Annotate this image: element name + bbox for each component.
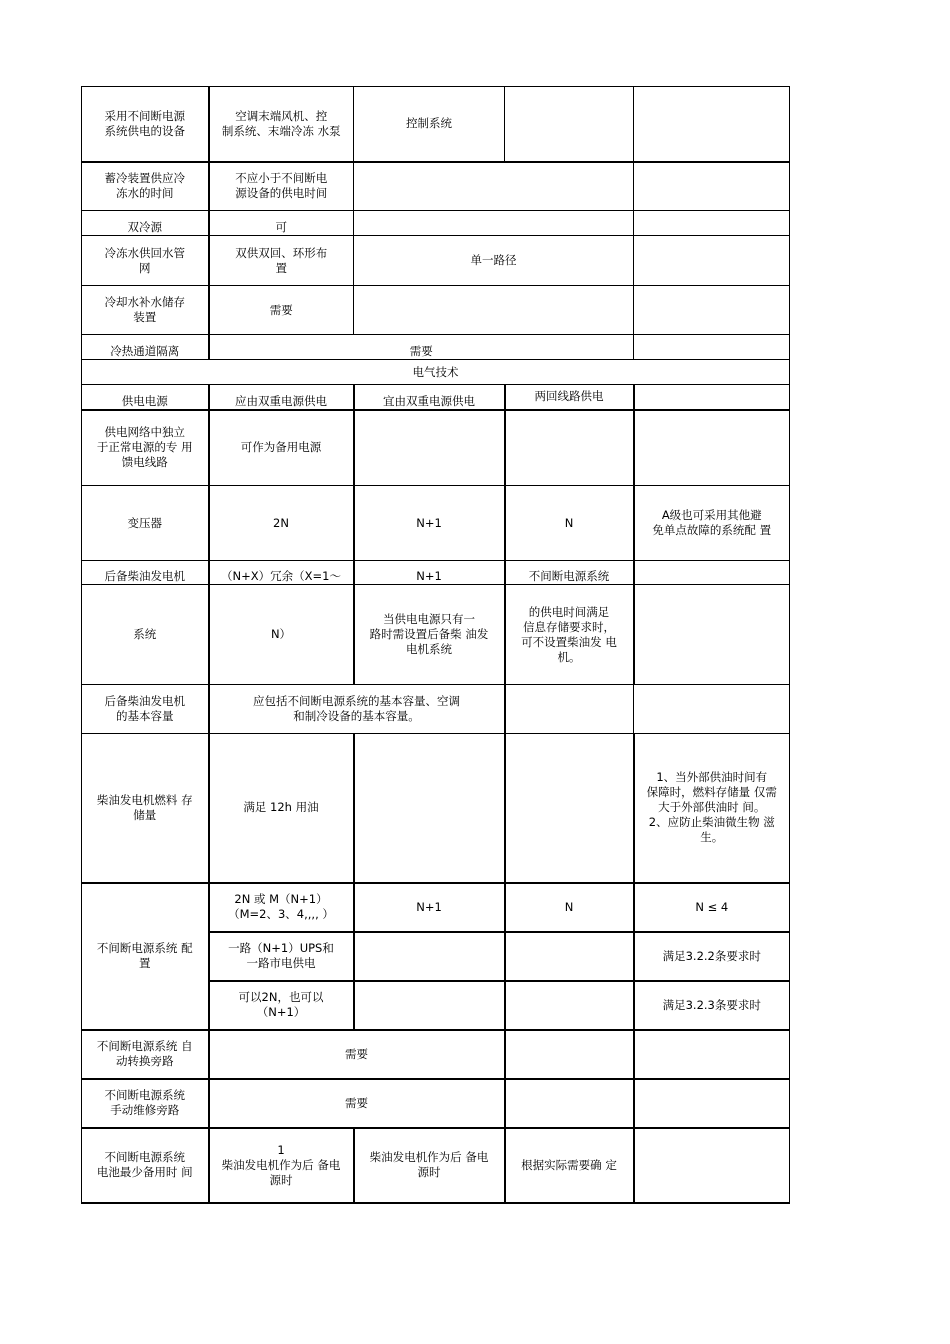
cell-level-a: 不应小于不间断电 源设备的供电时间: [209, 162, 354, 211]
table-row: [82, 335, 790, 360]
cell-level-a: 需要: [209, 286, 354, 335]
table-row: [82, 385, 790, 410]
cell-level-b: 控制系统: [354, 87, 505, 162]
table-row: [82, 585, 790, 685]
cell-remark: [634, 211, 790, 236]
cell-level-b: [354, 410, 505, 486]
cell-level-c: 不间断电源系统: [505, 561, 634, 585]
row-label: 冷冻水供回水管 网: [82, 236, 209, 286]
row-label: 不间断电源系统 电池最少备用时 间: [82, 1128, 209, 1203]
cell-level-c: N: [505, 486, 634, 561]
spec-table: [81, 86, 790, 1204]
cell-level-c: [505, 410, 634, 486]
cell-level-a: 2N 或 M（N+1） （M=2、3、4,,,, ）: [209, 883, 354, 932]
cell-remark: [634, 236, 790, 286]
cell-level-b-c: [354, 211, 634, 236]
cell-level-a-b: 需要: [209, 1030, 505, 1079]
row-label: 不间断电源系统 手动维修旁路: [82, 1079, 209, 1128]
cell-level-c: 根据实际需要确 定: [505, 1128, 634, 1203]
cell-remark: [634, 335, 790, 360]
cell-level-c: [505, 981, 634, 1030]
cell-remark: N ≤ 4: [634, 883, 790, 932]
cell-level-b: [354, 734, 505, 883]
table-row: [82, 87, 790, 162]
row-label: 双冷源: [82, 211, 209, 236]
cell-level-b: [354, 932, 505, 981]
cell-level-b: [354, 981, 505, 1030]
table-row: [82, 162, 790, 211]
row-label: 不间断电源系统 自 动转换旁路: [82, 1030, 209, 1079]
cell-level-b: N+1: [354, 561, 505, 585]
cell-level-a: 一路（N+1）UPS和 一路市电供电: [209, 932, 354, 981]
table-row: [82, 1079, 790, 1128]
cell-level-b: N+1: [354, 883, 505, 932]
cell-level-a: （N+X）冗余（X=1～: [209, 561, 354, 585]
cell-level-b: 柴油发电机作为后 备电 源时: [354, 1128, 505, 1203]
row-label: 供电电源: [82, 385, 209, 410]
cell-level-c: 的供电时间满足 信息存储要求时， 可不设置柴油发 电 机。: [505, 585, 634, 685]
section-title: 电气技术: [82, 360, 790, 385]
cell-remark: [634, 162, 790, 211]
table-row: [82, 734, 790, 883]
table-row: [82, 286, 790, 335]
cell-level-c: [505, 734, 634, 883]
row-label: 冷却水补水储存 装置: [82, 286, 209, 335]
table-row: [82, 410, 790, 486]
row-label: 冷热通道隔离: [82, 335, 209, 360]
cell-level-c: [505, 87, 634, 162]
row-label: 后备柴油发电机 的基本容量: [82, 685, 209, 734]
cell-level-a-b: 应包括不间断电源系统的基本容量、空调 和制冷设备的基本容量。: [209, 685, 505, 734]
cell-remark: [634, 585, 790, 685]
cell-level-b-c: 单一路径: [354, 236, 634, 286]
cell-level-c: [505, 1030, 634, 1079]
cell-level-a: 可作为备用电源: [209, 410, 354, 486]
row-label: 采用不间断电源 系统供电的设备: [82, 87, 209, 162]
cell-remark: [634, 1079, 790, 1128]
cell-remark: [634, 685, 790, 734]
cell-remark: [634, 1030, 790, 1079]
cell-remark: 满足3.2.3条要求时: [634, 981, 790, 1030]
table-row: [82, 883, 790, 932]
cell-level-a: 双供双回、环形布 置: [209, 236, 354, 286]
row-label: 不间断电源系统 配 置: [82, 883, 209, 1030]
row-label: 变压器: [82, 486, 209, 561]
cell-remark: [634, 1128, 790, 1203]
cell-remark: [634, 87, 790, 162]
row-label: 蓄冷装置供应冷 冻水的时间: [82, 162, 209, 211]
cell-remark: [634, 286, 790, 335]
cell-level-c: [505, 932, 634, 981]
cell-level-c: 两回线路供电: [505, 385, 634, 410]
cell-level-a: N）: [209, 585, 354, 685]
cell-level-a-b: 需要: [209, 1079, 505, 1128]
cell-level-c: [505, 1079, 634, 1128]
cell-remark: [634, 561, 790, 585]
cell-level-a: 2N: [209, 486, 354, 561]
section-row: [82, 360, 790, 385]
cell-level-b: 当供电电源只有一 路时需设置后备柴 油发 电机系统: [354, 585, 505, 685]
cell-level-a-b-c: 需要: [209, 335, 634, 360]
row-label: 系统: [82, 585, 209, 685]
table-row: [82, 1128, 790, 1203]
cell-level-c: N: [505, 883, 634, 932]
cell-level-a: 可以2N，也可以 （N+1）: [209, 981, 354, 1030]
cell-level-a: 可: [209, 211, 354, 236]
cell-level-a: 满足 12h 用油: [209, 734, 354, 883]
row-label: 后备柴油发电机: [82, 561, 209, 585]
cell-remark: A级也可采用其他避 免单点故障的系统配 置: [634, 486, 790, 561]
cell-level-c: [505, 685, 634, 734]
cell-remark: 满足3.2.2条要求时: [634, 932, 790, 981]
cell-level-a: 空调末端风机、控 制系统、末端冷冻 水泵: [209, 87, 354, 162]
table-row: [82, 561, 790, 585]
cell-level-a: 应由双重电源供电: [209, 385, 354, 410]
cell-level-b: 宜由双重电源供电: [354, 385, 505, 410]
cell-level-b: N+1: [354, 486, 505, 561]
table-row: [82, 1030, 790, 1079]
cell-remark: [634, 410, 790, 486]
cell-level-b-c: [354, 286, 634, 335]
cell-level-a: 1 柴油发电机作为后 备电 源时: [209, 1128, 354, 1203]
table-row: [82, 685, 790, 734]
table-row: [82, 486, 790, 561]
row-label: 供电网络中独立 于正常电源的专 用 馈电线路: [82, 410, 209, 486]
cell-level-b-c: [354, 162, 634, 211]
table-row: [82, 236, 790, 286]
table-row: [82, 211, 790, 236]
cell-remark: [634, 385, 790, 410]
cell-remark: 1、当外部供油时间有 保障时，燃料存储量 仅需 大于外部供油时 间。 2、应防止柴油微生物 滋 生。: [634, 734, 790, 883]
row-label: 柴油发电机燃料 存 储量: [82, 734, 209, 883]
